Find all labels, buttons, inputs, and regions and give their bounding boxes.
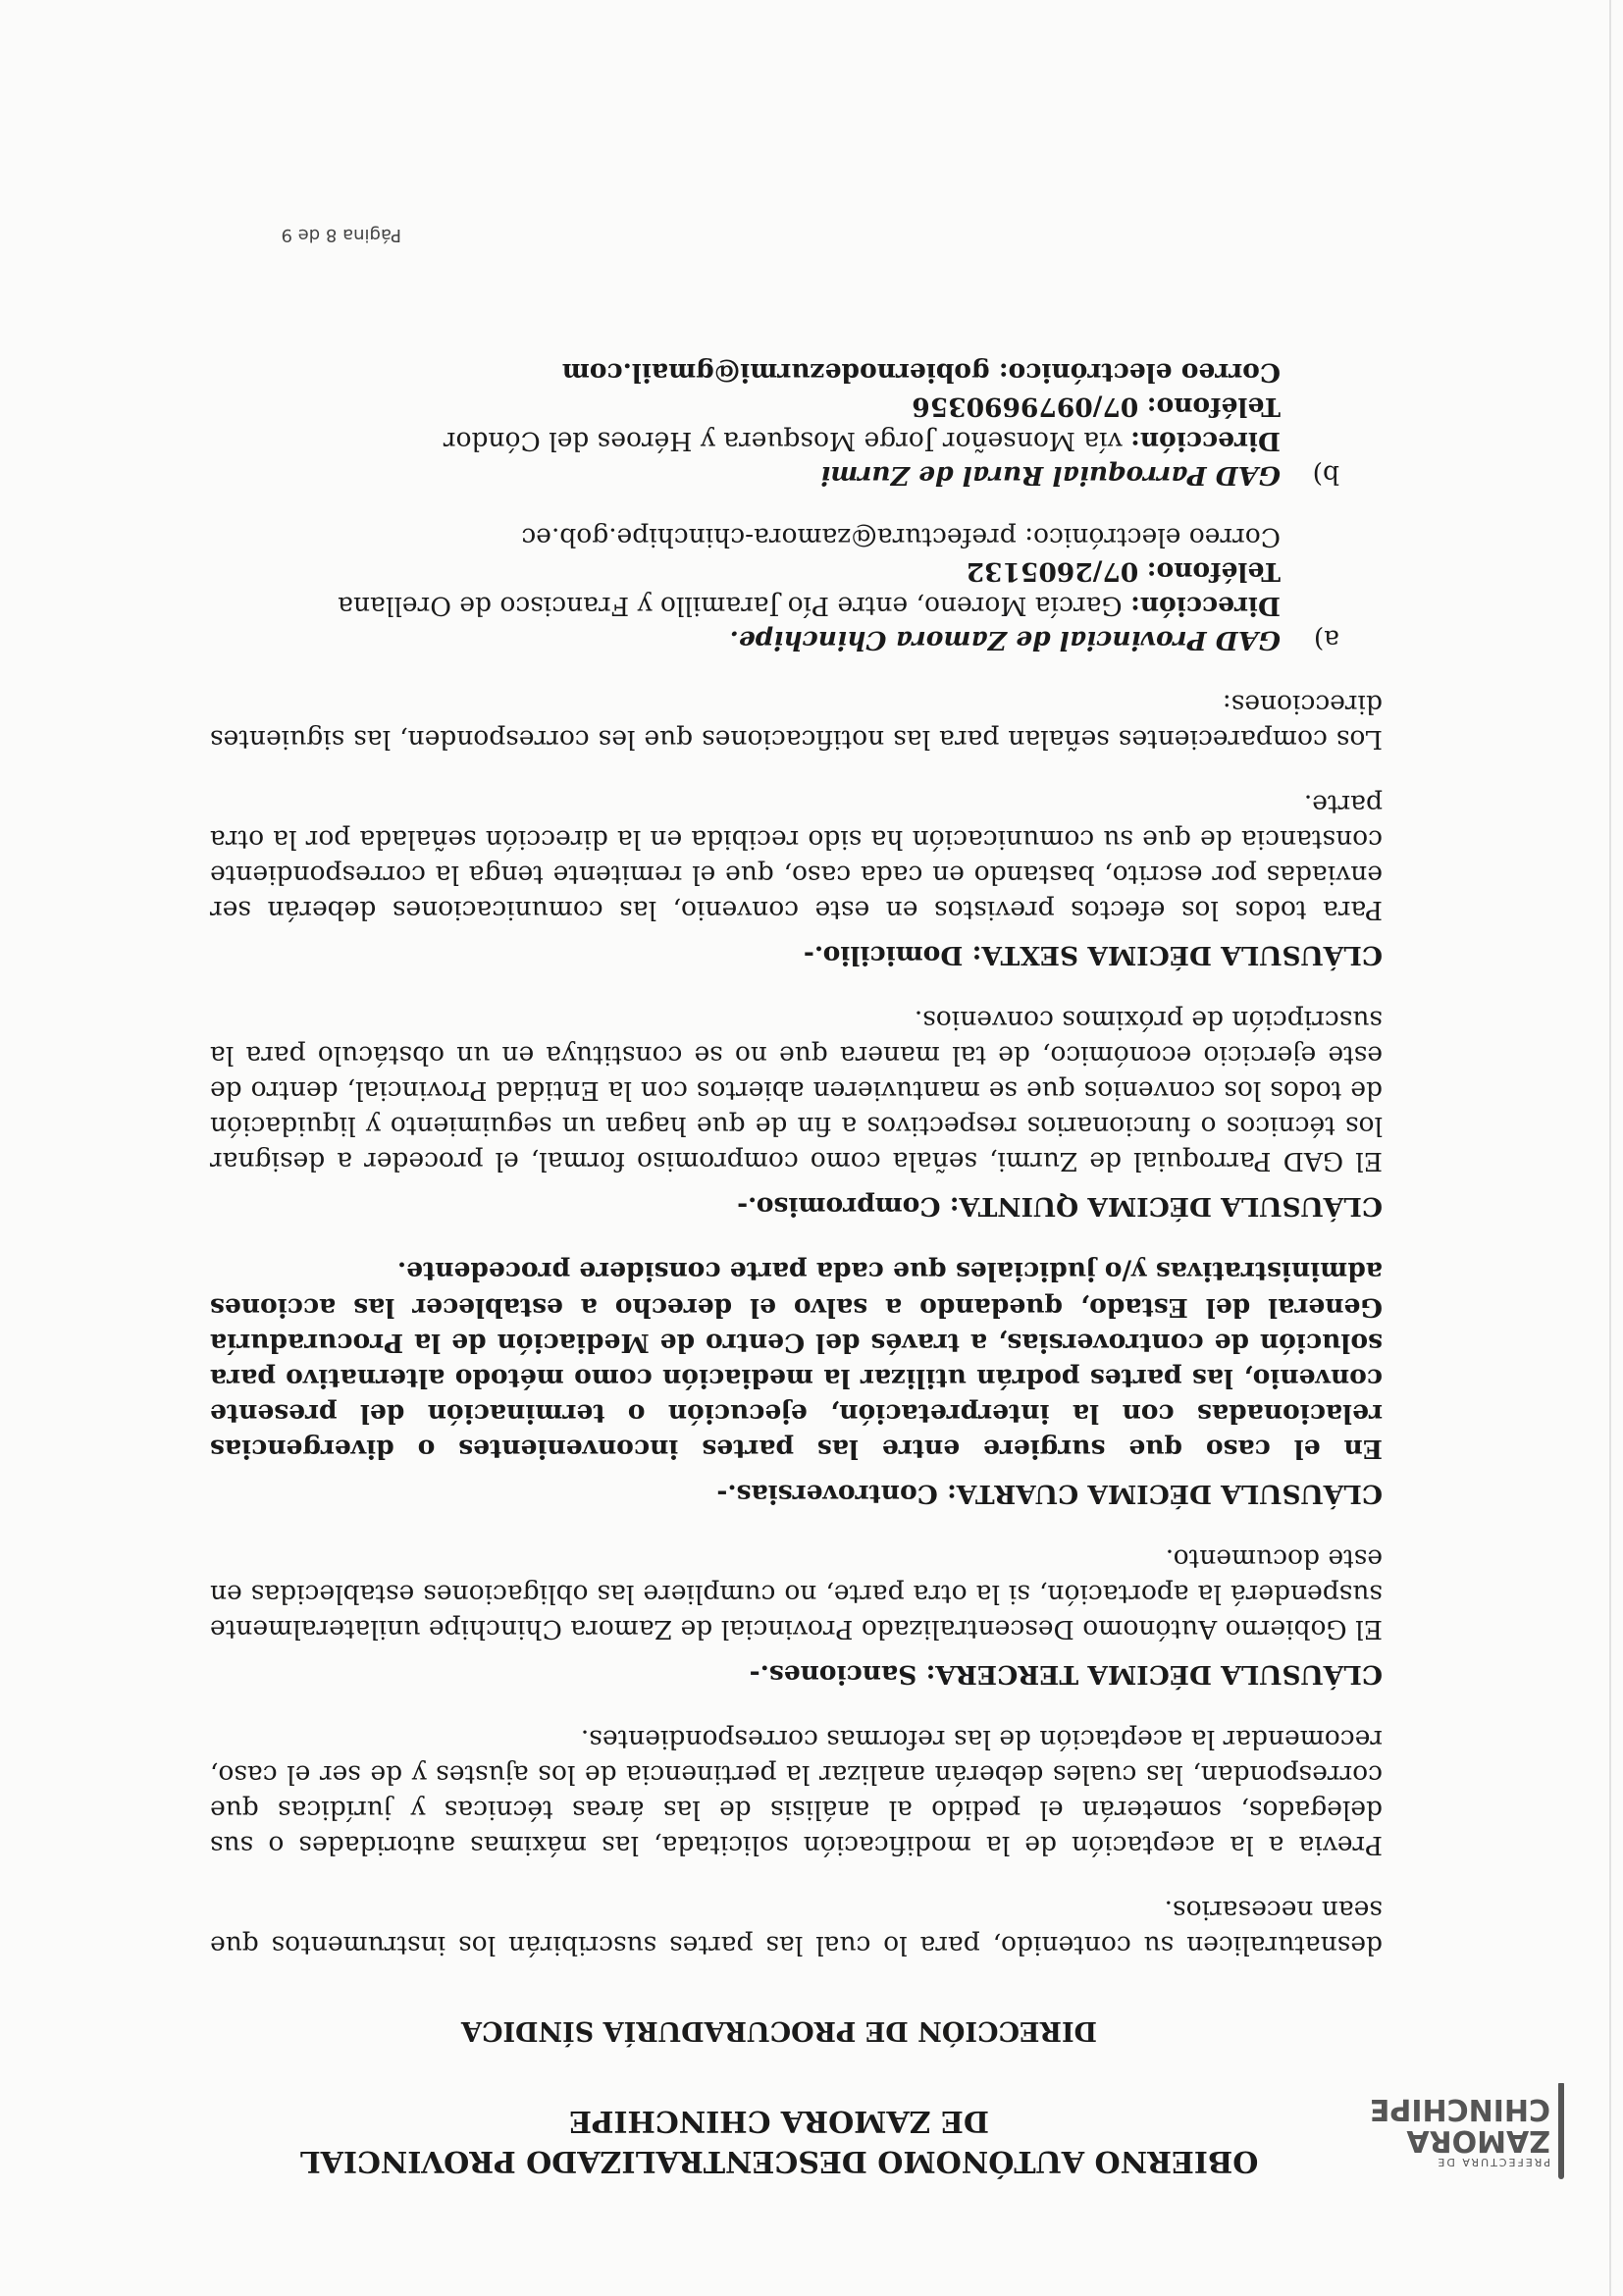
logo-small-text: PREFECTURA DE xyxy=(1436,2156,1550,2168)
clause-15-text: El GAD Parroquial de Zurmi, señala como compromiso formal, el proceder a designar los técnicos o funcionarios respectivos a fin de que hagan un seguimiento y liquidación de todos los convenios que se mantuvieren abiertos con la Entidad Provincial, dentro de este ejercicio económico, de tal manera que no se constituya en un obstáculo para la suscripción de próximos convenios. xyxy=(210,1005,1383,1177)
email-label: Correo electrónico: xyxy=(998,357,1281,389)
contact-name: GAD Parroquial Rural de Zurmi xyxy=(820,460,1281,492)
clause-14-title: CLÁUSULA DÉCIMA CUARTA: Controversias.- xyxy=(716,1478,1383,1509)
logo-line-1: ZAMORA xyxy=(1406,2123,1550,2158)
letterhead xyxy=(190,2015,1550,2180)
scan-edge xyxy=(1609,0,1611,2296)
email-value: gobiernodezurmi@gmail.com xyxy=(561,357,990,389)
logo-line-2: CHINCHIPE xyxy=(1369,2092,1550,2127)
prefectura-logo xyxy=(1369,2062,1564,2200)
intro-paragraph: desnaturalicen su contenido, para lo cual las partes suscribirán los instrumentos que sean necesarios. xyxy=(210,1894,1383,1960)
clause-13-title: CLÁUSULA DÉCIMA TERCERA: Sanciones.- xyxy=(749,1658,1383,1690)
addresses-intro: Los comparecientes señalan para las notificaciones que les corresponden, las siguientes direcciones: xyxy=(210,689,1383,756)
contact-gad-parroquial xyxy=(210,354,1383,492)
email-label: Correo electrónico: xyxy=(1024,522,1281,553)
document-body xyxy=(210,327,1383,1962)
contacts-list xyxy=(210,354,1383,656)
page-number: Página 8 de 9 xyxy=(281,225,401,245)
address-value: García Moreno, entre Pío Jaramillo y Francisco de Orellana xyxy=(338,591,1123,622)
contact-letter: b) xyxy=(1312,459,1339,491)
phone-label: Teléfono: xyxy=(1146,556,1281,588)
clause-13-text: El Gobierno Autónomo Descentralizado Provincial de Zamora Chinchipe unilateralmente suspenderá la aportación, si la otra parte, no cumpliere las obligaciones establecidas en este documento. xyxy=(210,1542,1383,1644)
address-value: vía Monseñor Jorge Mosquera y Héroes del Cóndor xyxy=(443,426,1123,457)
institution-subname: DE ZAMORA CHINCHIPE xyxy=(569,2104,989,2139)
email-value: prefectura@zamora-chinchipe.gob.ec xyxy=(521,522,1017,553)
contact-letter: a) xyxy=(1313,624,1339,655)
contact-gad-provincial xyxy=(210,519,1383,656)
clause-14-text: En el caso que surgiere entre las partes inconvenientes o divergencias relacionadas con la interpretación, ejecución o terminación del presente convenio, las partes podrán utilizar la mediación como método alternativo para solución de controversias, a través del Centro de Mediación de la Procuraduría General del Estado, quedando a salvo el derecho a establecer las acciones administrativas y/o judiciales que cada parte considere procedente. xyxy=(210,1256,1383,1464)
phone-value: 07/0979690356 xyxy=(912,391,1139,423)
department-title: DIRECCIÓN DE PROCURADURÍA SÍNDICA xyxy=(461,2015,1098,2046)
modification-paragraph: Previa a la aceptación de la modificación solicitada, las máximas autoridades o sus delegados, someterán el pedido al análisis de las áreas técnicas y jurídicas que correspondan, las cuales deberán analizar la pertinencia de los ajustes y de ser el caso, recomendar la aceptación de las reformas correspondientes. xyxy=(210,1723,1383,1860)
contact-name: GAD Provincial de Zamora Chinchipe. xyxy=(729,625,1281,656)
address-label: Dirección: xyxy=(1130,591,1281,622)
institution-name: OBIERNO AUTÓNOMO DESCENTRALIZADO PROVINCIAL xyxy=(299,2144,1259,2178)
phone-value: 07/2605132 xyxy=(966,556,1139,588)
clause-16-title: CLÁUSULA DÉCIMA SEXTA: Domicilio.- xyxy=(803,940,1383,971)
clause-15-title: CLÁUSULA DÉCIMA QUINTA: Compromiso.- xyxy=(737,1191,1383,1223)
clause-16-text: Para todos los efectos previstos en este convenio, las comunicaciones deberán ser enviadas por escrito, bastando en cada caso, que el remitente tenga la correspondiente constancia de que su comunicación ha sido recibida en la dirección señalada por la otra parte. xyxy=(210,789,1383,926)
coat-of-arms-icon xyxy=(1558,2083,1564,2179)
address-label: Dirección: xyxy=(1130,426,1281,457)
phone-label: Teléfono: xyxy=(1146,391,1281,423)
